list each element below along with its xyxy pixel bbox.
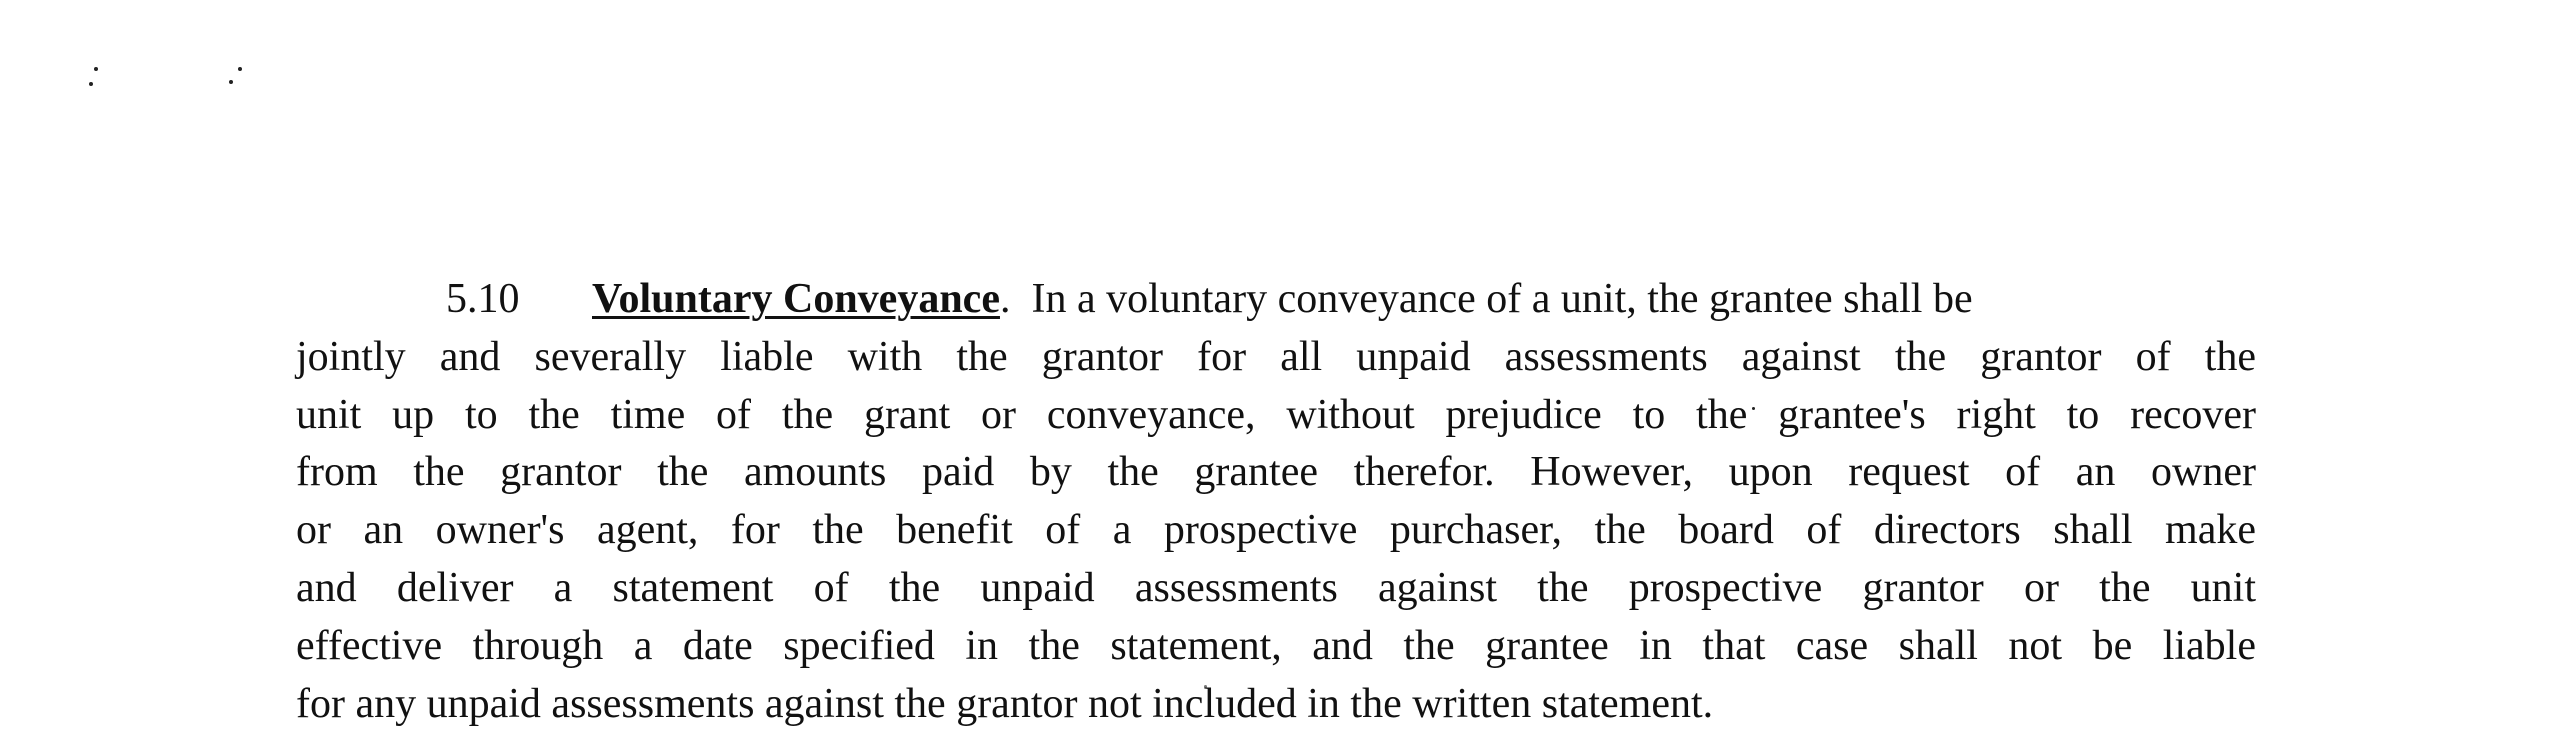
paragraph-line: effective through a date specified in the statement, and the grantee in that case shall not be liable xyxy=(296,622,2256,669)
scan-speck xyxy=(229,80,233,84)
section-heading: Voluntary Conveyance xyxy=(592,276,1000,322)
section-5-10 xyxy=(296,271,2256,733)
paragraph-line: and deliver a statement of the unpaid assessments against the prospective grantor or the unit xyxy=(296,564,2256,611)
paragraph-line: jointly and severally liable with the grantor for all unpaid assessments against the grantor of the xyxy=(296,333,2256,380)
scan-speck xyxy=(94,67,98,71)
heading-period: . xyxy=(999,276,1011,322)
paragraph-line: from the grantor the amounts paid by the grantee therefor. However, upon request of an owner xyxy=(296,449,2256,496)
paragraph-line: or an owner's agent, for the benefit of a prospective purchaser, the board of directors shall make xyxy=(296,507,2256,554)
paragraph-line: unit up to the time of the grant or conveyance, without prejudice to the grantee's right to recover xyxy=(296,391,2256,438)
section-number: 5.10 xyxy=(446,276,520,322)
scan-speck xyxy=(238,67,242,71)
scan-speck xyxy=(89,82,93,86)
paragraph-line: for any unpaid assessments against the grantor not included in the written statement. xyxy=(296,680,1714,727)
section-first-line xyxy=(296,271,2256,329)
paragraph-line: In a voluntary conveyance of a unit, the grantee shall be xyxy=(1031,276,1973,322)
